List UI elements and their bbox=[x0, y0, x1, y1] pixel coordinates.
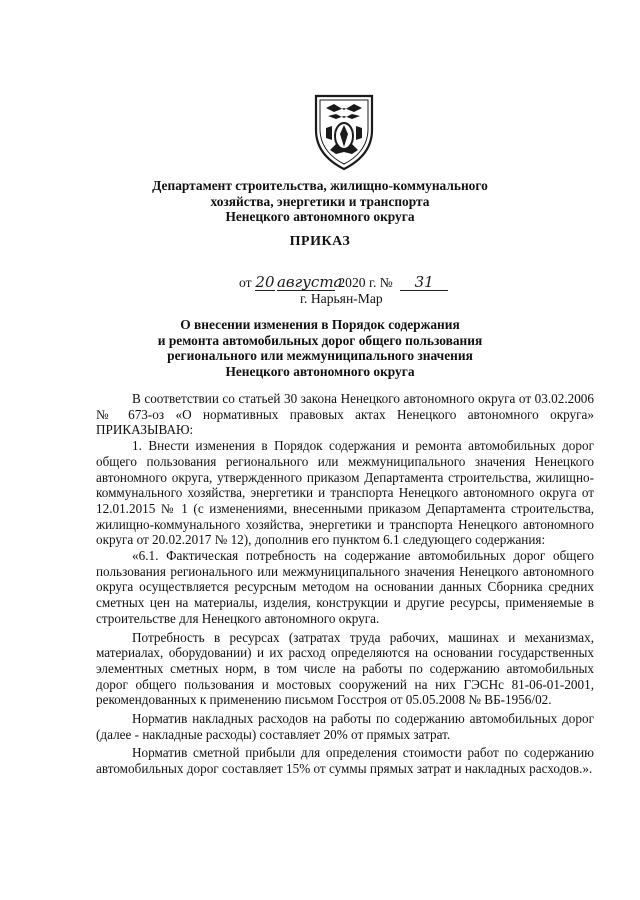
title-line: О внесении изменения в Порядок содержания bbox=[180, 317, 460, 332]
handwritten-day: 20 bbox=[255, 273, 275, 291]
department-line: Департамент строительства, жилищно-коммунального bbox=[152, 178, 488, 193]
department-name bbox=[96, 178, 544, 225]
body-paragraph: В соответствии со статьей 30 закона Ненецкого автономного округа от 03.02.2006 № 673-оз «О нормативных правовых актах Ненецкого автономного округа» ПРИКАЗЫВАЮ: bbox=[96, 391, 594, 438]
title-line: и ремонта автомобильных дорог общего пользования bbox=[157, 332, 483, 348]
document-type-heading: ПРИКАЗ bbox=[289, 234, 351, 249]
body-paragraph: Норматив сметной прибыли для определения стоимости работ по содержанию автомобильных дорог составляет 15% от суммы прямых затрат и накладных расходов.». bbox=[96, 745, 594, 777]
city-name: г. Нарьян-Мар bbox=[300, 291, 383, 306]
order-title bbox=[96, 317, 544, 379]
handwritten-order-number: 31 bbox=[400, 274, 448, 291]
body-paragraph: 1. Внести изменения в Порядок содержания и ремонта автомобильных дорог общего пользования регионального или межмуниципального значения Ненецкого автономного округа, утвержденного приказом Департамента строительства, жилищно-коммунального хозяйства, энергетики и транспорта Ненецкого автономного округа от 12.01.2015 № 1 (с изменениями, внесенными приказом Департамента строительства, жилищно-коммунального хозяйства, энергетики и транспорта Ненецкого автономного округа от 20.02.2017 № 12), дополнив его пунктом 6.1 следующего содержания: bbox=[96, 438, 594, 548]
body-paragraph: «6.1. Фактическая потребность на содержание автомобильных дорог общего пользования регионального или межмуниципального значения Ненецкого автономного округа осуществляется ресурсным методом на основании данных Сборника средних сметных цен на материалы, изделия, конструкции и другие ресурсы, применяемые в строительстве для Ненецкого автономного округа. bbox=[96, 548, 594, 626]
order-body bbox=[96, 391, 594, 777]
handwritten-month: августа bbox=[276, 273, 343, 291]
body-paragraph: Потребность в ресурсах (затратах труда рабочих, машинах и механизмах, материалах, оборудовании) и их расход определяются на основании государственных элементных сметных норм, в том числе на работы по содержанию автомобильных дорог общего пользования и мостовых сооружений на них ГЭСНс 81-06-01-2001, рекомендованных к применению письмом Госстроя от 05.05.2008 № ВБ-1956/02. bbox=[96, 629, 594, 708]
body-paragraph: Норматив накладных расходов на работы по содержанию автомобильных дорог (далее - накладные расходы) составляет 20% от прямых затрат. bbox=[96, 711, 594, 742]
year-and-number-label: 2020 г. № bbox=[338, 275, 393, 290]
date-prefix: от bbox=[239, 275, 252, 290]
title-line: Ненецкого автономного округа bbox=[225, 363, 415, 379]
department-line: Ненецкого автономного округа bbox=[225, 209, 415, 224]
date-and-number-line bbox=[239, 274, 448, 291]
department-line: хозяйства, энергетики и транспорта bbox=[210, 193, 430, 209]
title-line: регионального или межмуниципального значения bbox=[167, 348, 473, 363]
coat-of-arms-emblem bbox=[308, 92, 380, 172]
